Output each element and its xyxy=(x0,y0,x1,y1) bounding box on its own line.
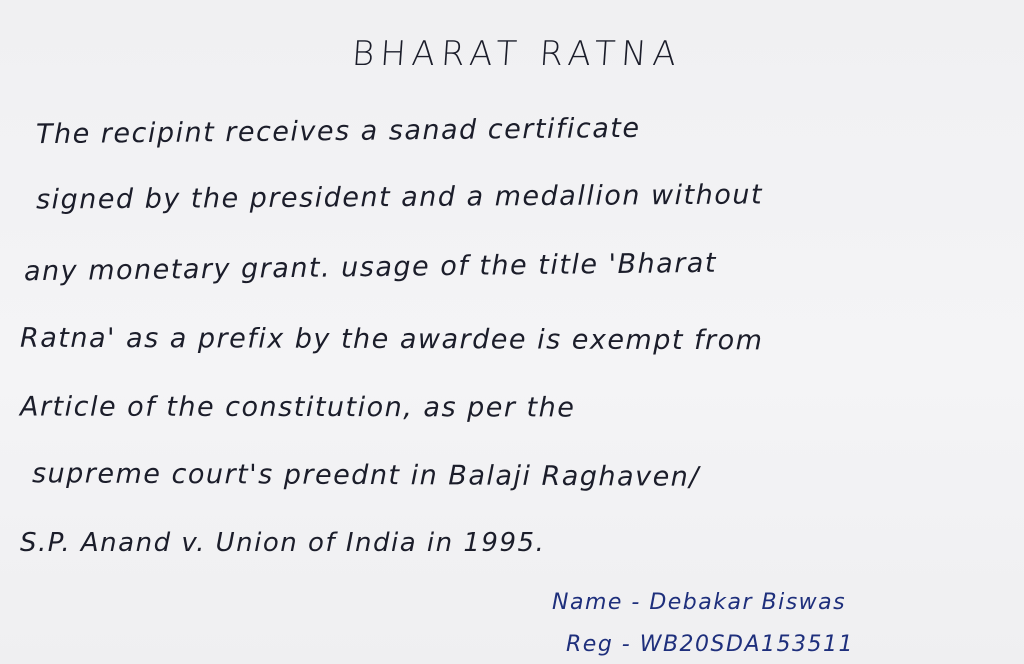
body-line-3: any monetary grant. usage of the title 'Bharat xyxy=(23,247,718,288)
body-line-6: supreme court's preednt in Balaji Raghaven/ xyxy=(31,458,701,493)
document-title: BHARAT RATNA xyxy=(350,34,684,74)
signature-registration: Reg - WB20SDA153511 xyxy=(566,632,854,657)
body-line-1: The recipint receives a sanad certificate xyxy=(35,112,641,151)
body-line-2: signed by the president and a medallion without xyxy=(35,179,764,216)
body-line-7: S.P. Anand v. Union of India in 1995. xyxy=(20,528,546,558)
body-line-5: Article of the constitution, as per the xyxy=(19,391,576,424)
body-line-4: Ratna' as a prefix by the awardee is exempt from xyxy=(19,322,764,357)
signature-name: Name - Debakar Biswas xyxy=(552,590,847,615)
